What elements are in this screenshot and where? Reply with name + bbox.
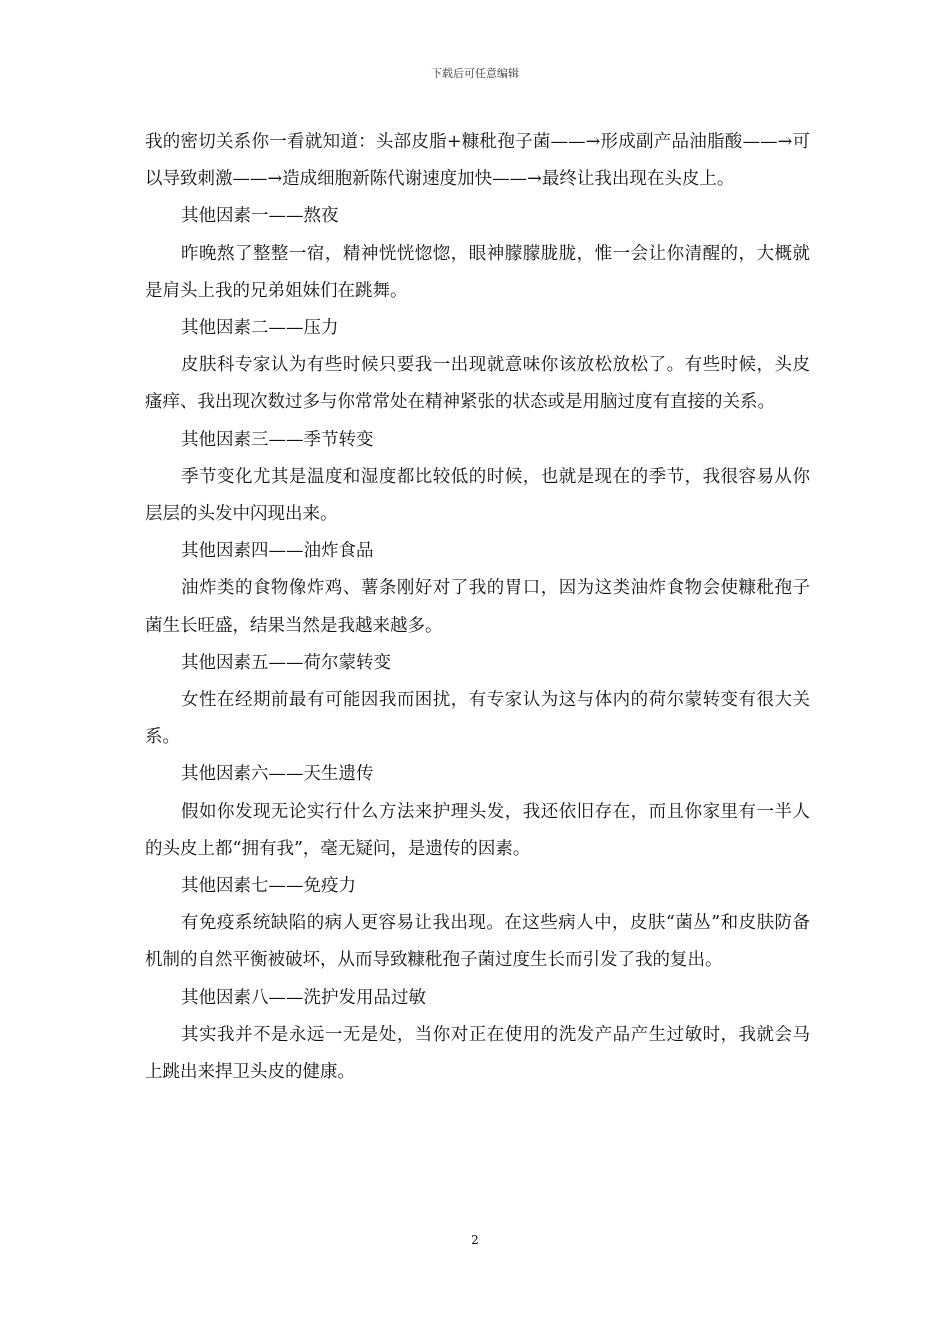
section-heading: 其他因素四——油炸食品 [181,541,374,562]
paragraph: 油炸类的食物像炸鸡、薯条刚好对了我的胃口，因为这类油炸食物会使糠秕孢子菌生长旺盛，结果当然是我越来越多。 [145,578,810,636]
section-heading: 其他因素五——荷尔蒙转变 [181,652,391,673]
section-heading: 其他因素七——免疫力 [181,876,356,897]
paragraph: 皮肤科专家认为有些时候只要我一出现就意味你该放松放松了。有些时候，头皮瘙痒、我出现次数过多与你常常处在精神紧张的状态或是用脑过度有直接的关系。 [145,355,810,413]
page-number: 2 [471,1233,479,1247]
section-heading: 其他因素八——洗护发用品过敏 [181,987,426,1008]
paragraph: 有免疫系统缺陷的病人更容易让我出现。在这些病人中，皮肤“菌丛”和皮肤防备机制的自然平衡被破坏，从而导致糠秕孢子菌过度生长而引发了我的复出。 [145,913,810,971]
page-header: 下载后可任意编辑 [431,67,519,80]
paragraph: 女性在经期前最有可能因我而困扰，有专家认为这与体内的荷尔蒙转变有很大关系。 [145,690,810,748]
section-heading: 其他因素一——熬夜 [181,206,339,227]
section-heading: 其他因素三——季节转变 [181,429,374,450]
paragraph: 我的密切关系你一看就知道：头部皮脂+糠秕孢子菌——→形成副产品油脂酸——→可以导致刺激——→造成细胞新陈代谢速度加快——→最终让我出现在头皮上。 [145,132,810,190]
paragraph: 季节变化尤其是温度和湿度都比较低的时候，也就是现在的季节，我很容易从你层层的头发中闪现出来。 [145,466,810,525]
section-heading: 其他因素二——压力 [181,318,339,339]
section-heading: 其他因素六——天生遗传 [181,764,374,785]
paragraph: 其实我并不是永远一无是处，当你对正在使用的洗发产品产生过敏时，我就会马上跳出来捍卫头皮的健康。 [145,1024,810,1083]
paragraph: 假如你发现无论实行什么方法来护理头发，我还依旧存在，而且你家里有一半人的头皮上都“拥有我”，毫无疑问，是遗传的因素。 [145,801,810,859]
document-body [145,124,810,1091]
paragraph: 昨晚熬了整整一宿，精神恍恍惚惚，眼神朦朦胧胧，惟一会让你清醒的，大概就是肩头上我的兄弟姐妹们在跳舞。 [145,243,810,301]
